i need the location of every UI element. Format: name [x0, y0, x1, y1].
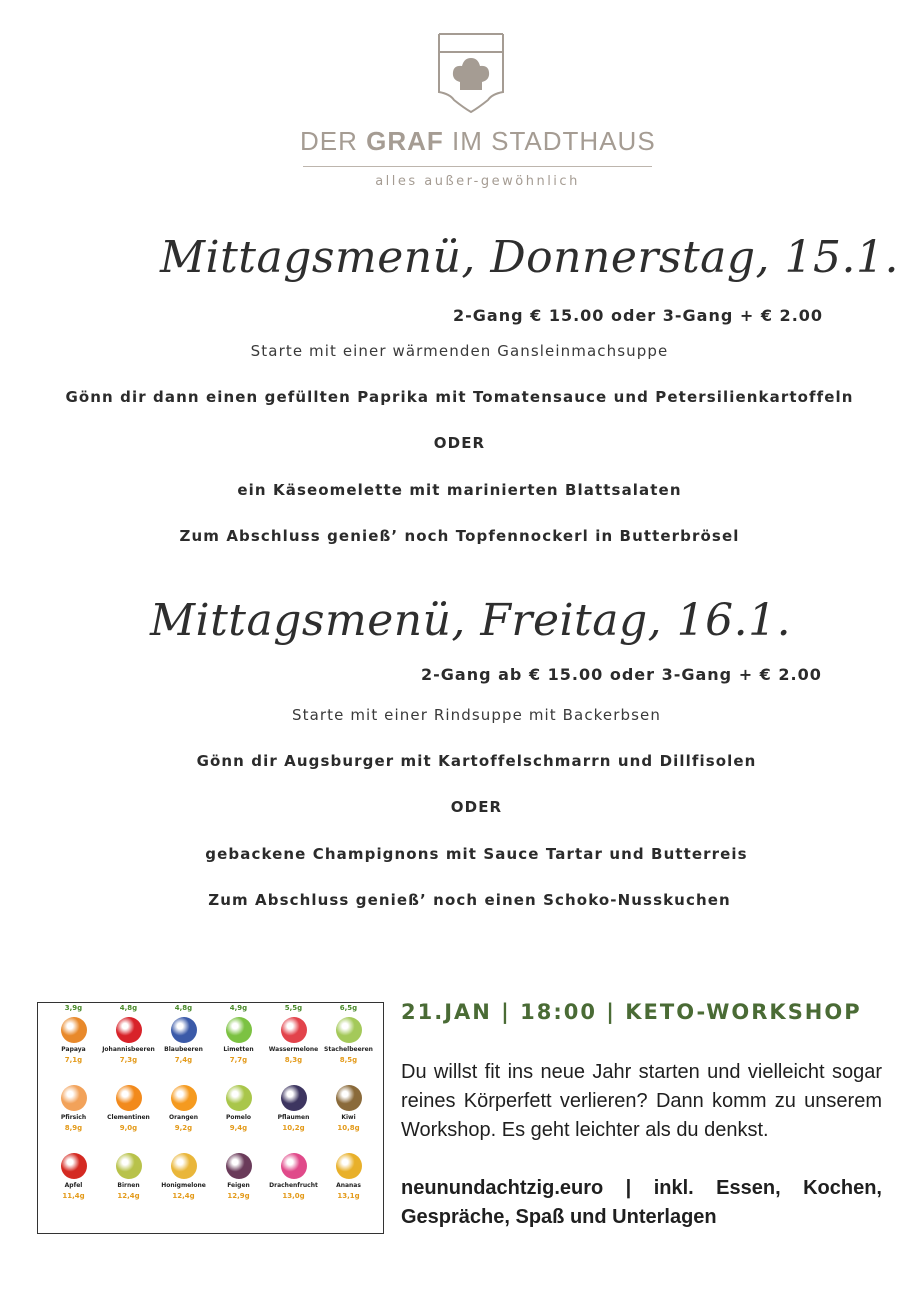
- fruit-item: [156, 1071, 211, 1135]
- fruit-name: Drachenfrucht: [269, 1182, 318, 1189]
- fruit-net-carbs: [321, 1071, 376, 1081]
- menu-dessert-friday: Zum Abschluss genieß’ noch einen Schoko-Nusskuchen: [208, 891, 731, 909]
- fruit-item: [266, 1003, 321, 1067]
- fruit-total-carbs: 10,2g: [282, 1124, 305, 1132]
- brand-tagline: alles außer-gewöhnlich: [375, 174, 580, 189]
- menu-heading-friday: Mittagsmenü, Freitag, 16.1.: [150, 595, 792, 646]
- menu-main-friday: Gönn dir Augsburger mit Kartoffelschmarrn und Dillfisolen: [196, 752, 757, 770]
- fruit-name: Clementinen: [107, 1114, 150, 1121]
- menu-price-friday: 2-Gang ab € 15.00 oder 3-Gang + € 2.00: [421, 665, 822, 684]
- fruit-icon: [171, 1017, 197, 1043]
- fruit-name: Pfirsich: [60, 1114, 87, 1121]
- fruit-item: [211, 1071, 266, 1135]
- fruit-net-carbs: [101, 1071, 156, 1081]
- fruit-item: [101, 1139, 156, 1203]
- fruit-name: Blaubeeren: [164, 1046, 203, 1053]
- fruit-total-carbs: 7,4g: [174, 1056, 193, 1064]
- fruit-total-carbs: 9,4g: [229, 1124, 248, 1132]
- fruit-item: [211, 1139, 266, 1203]
- fruit-icon: [116, 1017, 142, 1043]
- fruit-net-carbs: [211, 1139, 266, 1149]
- menu-dessert-thursday: Zum Abschluss genieß’ noch Topfennockerl in Butterbrösel: [179, 527, 740, 545]
- menu-price-thursday: 2-Gang € 15.00 oder 3-Gang + € 2.00: [453, 306, 824, 325]
- fruit-name: Ananas: [336, 1182, 361, 1189]
- fruit-total-carbs: 12,4g: [172, 1192, 195, 1200]
- fruit-icon: [171, 1153, 197, 1179]
- fruit-total-carbs: 7,1g: [64, 1056, 83, 1064]
- fruit-name: Limetten: [223, 1046, 254, 1053]
- menu-starter-thursday: Starte mit einer wärmenden Gansleinmachsuppe: [250, 342, 669, 360]
- fruit-icon: [226, 1085, 252, 1111]
- fruit-icon: [226, 1153, 252, 1179]
- fruit-total-carbs: 8,5g: [339, 1056, 358, 1064]
- fruit-total-carbs: 12,4g: [117, 1192, 140, 1200]
- fruit-net-carbs: 4,9g: [229, 1004, 248, 1012]
- fruit-net-carbs: [46, 1139, 101, 1149]
- fruit-total-carbs: 9,2g: [174, 1124, 193, 1132]
- fruit-total-carbs: 7,3g: [119, 1056, 138, 1064]
- fruit-net-carbs: [266, 1071, 321, 1081]
- fruit-icon: [281, 1017, 307, 1043]
- fruit-net-carbs: 3,9g: [64, 1004, 83, 1012]
- menu-alt-friday: gebackene Champignons mit Sauce Tartar und Butterreis: [205, 845, 748, 863]
- fruit-net-carbs: [266, 1139, 321, 1149]
- fruit-icon: [336, 1017, 362, 1043]
- chef-hat-sign-logo: [432, 30, 510, 114]
- fruit-name: Pflaumen: [277, 1114, 310, 1121]
- fruit-net-carbs: [101, 1139, 156, 1149]
- fruit-net-carbs: 5,5g: [284, 1004, 303, 1012]
- fruit-item: [46, 1071, 101, 1135]
- fruit-item: [46, 1003, 101, 1067]
- fruit-icon: [226, 1017, 252, 1043]
- menu-main-thursday: Gönn dir dann einen gefüllten Paprika mit Tomatensauce und Petersilienkartoffeln: [65, 388, 854, 406]
- fruit-total-carbs: 13,0g: [282, 1192, 305, 1200]
- fruit-net-carbs: [46, 1071, 101, 1081]
- fruit-name: Johannisbeeren: [102, 1046, 155, 1053]
- fruit-item: [156, 1003, 211, 1067]
- fruit-total-carbs: 13,1g: [337, 1192, 360, 1200]
- fruit-icon: [336, 1085, 362, 1111]
- fruit-name: Honigmelone: [161, 1182, 206, 1189]
- fruit-name: Wassermelone: [268, 1046, 319, 1053]
- fruit-item: [156, 1139, 211, 1203]
- restaurant-name: DER GRAF IM STADTHAUS: [300, 126, 656, 156]
- fruit-item: [46, 1139, 101, 1203]
- fruit-item: [321, 1003, 376, 1067]
- fruit-total-carbs: 11,4g: [62, 1192, 85, 1200]
- event-description: Du willst fit ins neue Jahr starten und vielleicht sogar reines Körperfett verlieren? Dann komm zu unserem Workshop. Es geht leichter als du denkst.: [401, 1061, 882, 1141]
- fruit-net-carbs: 4,8g: [119, 1004, 138, 1012]
- menu-or-friday: ODER: [450, 798, 503, 816]
- fruit-name: Birnen: [117, 1182, 140, 1189]
- fruit-icon: [116, 1153, 142, 1179]
- fruit-name: Apfel: [64, 1182, 83, 1189]
- fruit-total-carbs: 10,8g: [337, 1124, 360, 1132]
- fruit-icon: [281, 1153, 307, 1179]
- fruit-item: [211, 1003, 266, 1067]
- fruit-name: Papaya: [61, 1046, 86, 1053]
- fruit-net-carbs: 4,8g: [174, 1004, 193, 1012]
- fruit-carb-chart-image: [37, 1002, 384, 1234]
- fruit-icon: [61, 1085, 87, 1111]
- fruit-name: Pomelo: [225, 1114, 252, 1121]
- fruit-total-carbs: 12,9g: [227, 1192, 250, 1200]
- fruit-name: Feigen: [227, 1182, 250, 1189]
- fruit-net-carbs: [156, 1071, 211, 1081]
- fruit-icon: [281, 1085, 307, 1111]
- fruit-name: Orangen: [168, 1114, 198, 1121]
- event-title: 21.JAN | 18:00 | KETO-WORKSHOP: [401, 1000, 862, 1024]
- fruit-item: [321, 1139, 376, 1203]
- fruit-name: Stachelbeeren: [324, 1046, 373, 1053]
- fruit-icon: [61, 1153, 87, 1179]
- fruit-total-carbs: 8,3g: [284, 1056, 303, 1064]
- fruit-name: Kiwi: [341, 1114, 356, 1121]
- fruit-total-carbs: 7,7g: [229, 1056, 248, 1064]
- menu-or-thursday: ODER: [433, 434, 486, 452]
- fruit-icon: [336, 1153, 362, 1179]
- event-info: neunundachtzig.euro | inkl. Essen, Kochen, Gespräche, Spaß und Unterlagen: [401, 1177, 882, 1228]
- fruit-item: [266, 1139, 321, 1203]
- fruit-item: [101, 1003, 156, 1067]
- fruit-net-carbs: 6,5g: [339, 1004, 358, 1012]
- fruit-net-carbs: [211, 1071, 266, 1081]
- brand-divider: [303, 166, 652, 167]
- menu-alt-thursday: ein Käseomelette mit marinierten Blattsalaten: [237, 481, 682, 499]
- fruit-net-carbs: [156, 1139, 211, 1149]
- fruit-item: [321, 1071, 376, 1135]
- fruit-icon: [171, 1085, 197, 1111]
- fruit-total-carbs: 8,9g: [64, 1124, 83, 1132]
- menu-heading-thursday: Mittagsmenü, Donnerstag, 15.1.: [160, 232, 899, 283]
- fruit-icon: [61, 1017, 87, 1043]
- fruit-total-carbs: 9,0g: [119, 1124, 138, 1132]
- fruit-icon: [116, 1085, 142, 1111]
- menu-starter-friday: Starte mit einer Rindsuppe mit Backerbsen: [292, 706, 661, 724]
- fruit-item: [266, 1071, 321, 1135]
- fruit-net-carbs: [321, 1139, 376, 1149]
- fruit-item: [101, 1071, 156, 1135]
